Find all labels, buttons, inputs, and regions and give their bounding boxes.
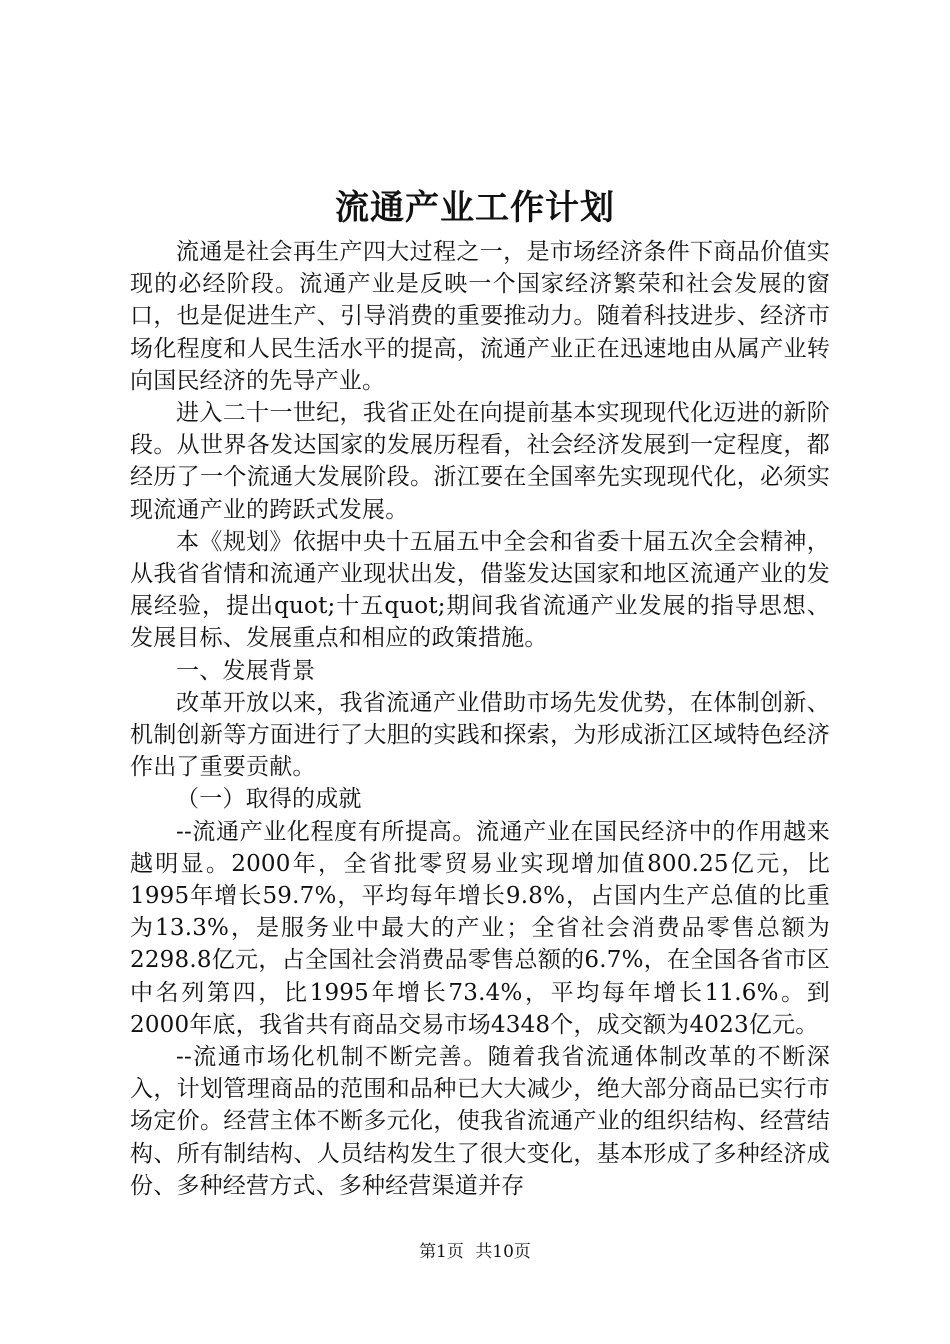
- page-number-total: 共10页: [475, 1242, 531, 1262]
- page-footer: [0, 1240, 950, 1264]
- paragraph-plan-basis: 本《规划》依据中央十五届五中全会和省委十届五次全会精神，从我省省情和流通产业现状出发，借鉴发达国家和地区流通产业的发展经验，提出quot;十五quot;期间我省流通产业发展的指导思想、发展目标、发展重点和相应的政策措施。: [130, 528, 830, 652]
- paragraph-reform: 改革开放以来，我省流通产业借助市场先发优势，在体制创新、机制创新等方面进行了大胆的实践和探索，为形成浙江区域特色经济作出了重要贡献。: [130, 689, 830, 781]
- document-title: 流通产业工作计划: [335, 188, 615, 228]
- paragraph-intro: 流通是社会再生产四大过程之一，是市场经济条件下商品价值实现的必经阶段。流通产业是反映一个国家经济繁荣和社会发展的窗口，也是促进生产、引导消费的重要推动力。随着科技进步、经济市场化程度和人民生活水平的提高，流通产业正在迅速地由从属产业转向国民经济的先导产业。: [130, 239, 830, 394]
- document-body: [130, 236, 830, 1202]
- paragraph-new-century: 进入二十一世纪，我省正处在向提前基本实现现代化迈进的新阶段。从世界各发达国家的发展历程看，社会经济发展到一定程度，都经历了一个流通大发展阶段。浙江要在全国率先实现现代化，必须实现流通产业的跨跃式发展。: [130, 400, 830, 523]
- paragraph-market-mechanism: --流通市场化机制不断完善。随着我省流通体制改革的不断深入，计划管理商品的范围和品种已大大减少，绝大部分商品已实行市场定价。经营主体不断多元化，使我省流通产业的组织结构、经营结构、所有制结构、人员结构发生了很大变化，基本形成了多种经济成份、多种经营方式、多种经营渠道并存: [130, 1044, 830, 1199]
- subsection-heading-achievements: （一）取得的成就: [176, 786, 362, 813]
- paragraph-industrialization: --流通产业化程度有所提高。流通产业在国民经济中的作用越来越明显。2000年，全省批零贸易业实现增加值800.25亿元，比1995年增长59.7%，平均每年增长9.8%，占国内生产总值的比重为13.3%，是服务业中最大的产业；全省社会消费品零售总额为2298.8亿元，占全国社会消费品零售总额的6.7%，在全国各省市区中名列第四，比1995年增长73.4%，平均每年增长11.6%。到2000年底，我省共有商品交易市场4348个，成交额为4023亿元。: [130, 818, 830, 1038]
- page-number-current: 第1页: [419, 1242, 464, 1262]
- section-heading-background: 一、发展背景: [176, 657, 316, 684]
